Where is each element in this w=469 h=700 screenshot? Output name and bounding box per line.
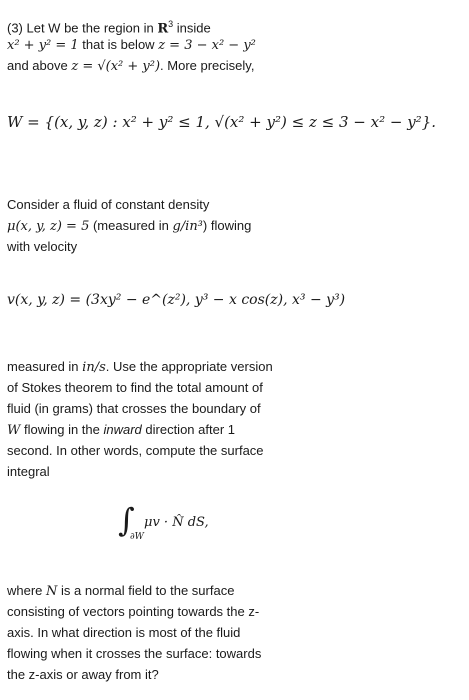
reals-exponent: 3 xyxy=(168,19,174,29)
paraboloid-equation: z = 3 − x² − y² xyxy=(158,38,256,53)
surface-integral xyxy=(118,501,238,555)
stokes-text-4-tail: direction after 1 xyxy=(141,422,235,437)
stokes-line-1 xyxy=(7,358,273,377)
intro-text-tail: inside xyxy=(173,20,211,36)
question-line-1 xyxy=(7,582,234,601)
density-text-tail: ) flowing xyxy=(202,218,252,233)
intro-text-3-tail: . More precisely, xyxy=(160,58,255,73)
region-symbol: W xyxy=(7,423,21,438)
stokes-line-2: of Stokes theorem to find the total amount of xyxy=(7,380,263,395)
intro-line-2 xyxy=(7,36,256,55)
density-line-2 xyxy=(7,217,251,236)
question-text: where xyxy=(7,583,47,598)
intro-text-3: and above xyxy=(7,58,72,73)
reals-symbol: R xyxy=(157,21,169,37)
stokes-line-3: fluid (in grams) that crosses the boundary of xyxy=(7,401,261,416)
question-text-tail: is a normal field to the surface xyxy=(57,583,235,598)
density-line-1: Consider a fluid of constant density xyxy=(7,197,210,212)
cone-equation: z = √(x² + y²) xyxy=(71,59,161,74)
inward-emphasis: inward xyxy=(103,422,142,437)
density-line-3: with velocity xyxy=(7,239,78,254)
question-line-4: flowing when it crosses the surface: towards xyxy=(7,646,262,661)
intro-text: (3) Let W be the region in xyxy=(7,20,158,36)
stokes-line-4 xyxy=(7,421,235,440)
density-function: μ(x, y, z) = 5 xyxy=(7,219,90,234)
question-line-3: axis. In what direction is most of the fluid xyxy=(7,625,241,640)
integral-subscript: ∂W xyxy=(130,532,144,542)
intro-text-2: that is below xyxy=(78,37,159,52)
intro-line-1 xyxy=(7,15,211,38)
integral-sign: ∫ xyxy=(118,501,135,539)
question-line-5: the z-axis or away from it? xyxy=(7,667,159,682)
integrand: μv · N̂ dS, xyxy=(144,515,209,530)
intro-line-3 xyxy=(7,57,254,76)
density-unit: g/in³ xyxy=(172,219,203,234)
stokes-line-5: second. In other words, compute the surface xyxy=(7,443,264,458)
cylinder-equation: x² + y² = 1 xyxy=(7,38,79,53)
normal-symbol: N xyxy=(46,584,58,599)
density-text: (measured in xyxy=(89,218,173,233)
velocity-unit: in/s xyxy=(82,360,106,375)
stokes-line-6: integral xyxy=(7,464,50,479)
velocity-equation: v(x, y, z) = (3xy² − e^(z²), y³ − x cos(z), x³ − y³) xyxy=(7,292,346,308)
stokes-text-4: flowing in the xyxy=(20,422,104,437)
question-line-2: consisting of vectors pointing towards the z- xyxy=(7,604,260,619)
region-equation: W = {(x, y, z) : x² + y² ≤ 1, √(x² + y²) ≤ z ≤ 3 − x² − y²}. xyxy=(7,113,436,131)
stokes-text: measured in xyxy=(7,359,83,374)
stokes-text-tail: . Use the appropriate version xyxy=(105,359,273,374)
